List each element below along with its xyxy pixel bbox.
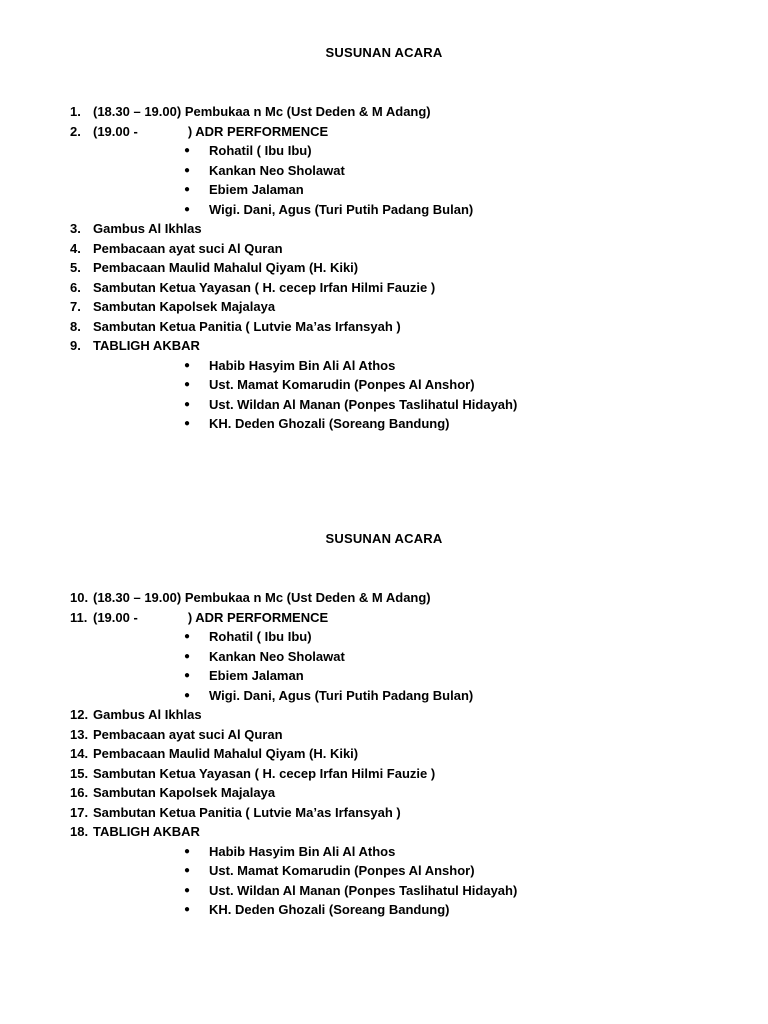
item-label: Sambutan Kapolsek Majalaya — [93, 299, 276, 314]
bullet-icon: ● — [184, 359, 191, 371]
bullet-item — [0, 180, 768, 200]
bullet-label: Wigi. Dani, Agus (Turi Putih Padang Bulan) — [209, 687, 474, 703]
bullet-icon: ● — [184, 398, 191, 410]
bullet-label: Ebiem Jalaman — [209, 182, 304, 197]
item-label: Pembacaan Maulid Mahalul Qiyam (H. Kiki) — [93, 260, 359, 275]
item-label: Gambus Al Ikhlas — [93, 707, 202, 722]
list-item — [0, 725, 768, 745]
bullet-item — [0, 414, 768, 434]
bullet-item — [0, 161, 768, 181]
list-item — [0, 764, 768, 784]
item-number: 4. — [70, 240, 81, 256]
bullet-item — [0, 200, 768, 220]
bullet-icon: ● — [184, 904, 191, 915]
bullet-item — [0, 686, 768, 706]
bullet-icon: ● — [184, 203, 191, 215]
list-item — [0, 744, 768, 764]
section-title: SUSUNAN ACARA — [325, 531, 443, 546]
bullet-item — [0, 395, 768, 415]
bullet-icon: ● — [184, 670, 191, 681]
agenda-section-1 — [0, 44, 768, 434]
section-title: SUSUNAN ACARA — [325, 45, 443, 60]
item-label: Sambutan Ketua Panitia ( Lutvie Ma’as Irfansyah ) — [93, 318, 401, 334]
bullet-label: Ust. Wildan Al Manan (Ponpes Taslihatul Hidayah) — [209, 396, 518, 412]
bullet-item — [0, 842, 768, 862]
item-number: 1. — [70, 104, 81, 119]
item-number: 5. — [70, 260, 81, 275]
item-number: 6. — [70, 279, 81, 295]
item-number: 7. — [70, 299, 81, 314]
list-item — [0, 336, 768, 356]
item-number: 10. — [70, 590, 89, 605]
bullet-item — [0, 900, 768, 920]
bullet-item — [0, 375, 768, 395]
bullet-label: Rohatil ( Ibu Ibu) — [209, 629, 312, 644]
item-label: Pembacaan ayat suci Al Quran — [93, 726, 283, 742]
bullet-label: Rohatil ( Ibu Ibu) — [209, 143, 312, 158]
item-label: Pembacaan Maulid Mahalul Qiyam (H. Kiki) — [93, 746, 359, 761]
bullet-icon: ● — [184, 418, 191, 429]
bullet-label: Habib Hasyim Bin Ali Al Athos — [209, 843, 396, 859]
item-label: Pembukaa n Mc (Ust Deden & M Adang) — [184, 590, 431, 605]
bullet-label: Ust. Mamat Komarudin (Ponpes Al Anshor) — [209, 377, 475, 392]
item-label: Pembukaa n Mc (Ust Deden & M Adang) — [184, 104, 431, 119]
item-label: Sambutan Ketua Yayasan ( H. cecep Irfan Hilmi Fauzie ) — [93, 765, 436, 781]
item-number: 13. — [70, 726, 89, 742]
item-number: 14. — [70, 746, 89, 761]
bullet-label: KH. Deden Ghozali (Soreang Bandung) — [209, 416, 450, 431]
bullet-item — [0, 647, 768, 667]
item-label: Gambus Al Ikhlas — [93, 221, 202, 236]
agenda-list — [0, 588, 768, 920]
item-number: 9. — [70, 338, 81, 353]
agenda-section-2 — [0, 530, 768, 920]
list-item — [0, 317, 768, 337]
bullet-item — [0, 881, 768, 901]
item-label: Sambutan Ketua Panitia ( Lutvie Ma’as Irfansyah ) — [93, 804, 401, 820]
item-number: 2. — [70, 123, 81, 139]
item-number: 11. — [70, 609, 88, 625]
item-number: 15. — [70, 765, 89, 781]
item-label: Pembacaan ayat suci Al Quran — [93, 240, 283, 256]
bullet-icon: ● — [184, 884, 191, 896]
bullet-label: KH. Deden Ghozali (Soreang Bandung) — [209, 902, 450, 917]
list-item — [0, 822, 768, 842]
list-item — [0, 297, 768, 317]
item-label: TABLIGH AKBAR — [93, 338, 200, 353]
item-time: (19.00 - — [93, 123, 138, 139]
list-item — [0, 608, 768, 628]
item-number: 16. — [70, 785, 89, 800]
item-number: 8. — [70, 318, 81, 334]
item-number: 3. — [70, 221, 81, 236]
list-item — [0, 122, 768, 142]
item-number: 12. — [70, 707, 89, 722]
list-item — [0, 705, 768, 725]
bullet-label: Ust. Wildan Al Manan (Ponpes Taslihatul Hidayah) — [209, 882, 518, 898]
item-label: Sambutan Kapolsek Majalaya — [93, 785, 276, 800]
bullet-icon: ● — [184, 379, 191, 390]
bullet-icon: ● — [184, 650, 191, 662]
list-item — [0, 239, 768, 259]
list-item — [0, 588, 768, 608]
agenda-list — [0, 102, 768, 434]
list-item — [0, 258, 768, 278]
bullet-item — [0, 356, 768, 376]
list-item — [0, 219, 768, 239]
item-time: (18.30 – 19.00) — [93, 104, 182, 119]
bullet-icon: ● — [184, 184, 191, 195]
bullet-item — [0, 666, 768, 686]
item-label: Sambutan Ketua Yayasan ( H. cecep Irfan Hilmi Fauzie ) — [93, 279, 436, 295]
bullet-label: Habib Hasyim Bin Ali Al Athos — [209, 357, 396, 373]
item-number: 18. — [70, 824, 89, 839]
bullet-label: Ust. Mamat Komarudin (Ponpes Al Anshor) — [209, 863, 475, 878]
item-number: 17. — [70, 804, 89, 820]
item-time: (18.30 – 19.00) — [93, 590, 182, 605]
bullet-icon: ● — [184, 845, 191, 857]
list-item — [0, 102, 768, 122]
bullet-icon: ● — [184, 865, 191, 876]
bullet-icon: ● — [184, 145, 191, 156]
bullet-item — [0, 141, 768, 161]
bullet-label: Kankan Neo Sholawat — [209, 648, 345, 664]
item-label: ) ADR PERFORMENCE — [187, 609, 329, 625]
bullet-icon: ● — [184, 164, 191, 176]
bullet-item — [0, 627, 768, 647]
list-item — [0, 278, 768, 298]
item-label: ) ADR PERFORMENCE — [187, 123, 329, 139]
list-item — [0, 803, 768, 823]
item-time: (19.00 - — [93, 609, 138, 625]
bullet-label: Ebiem Jalaman — [209, 668, 304, 683]
bullet-icon: ● — [184, 631, 191, 642]
bullet-icon: ● — [184, 689, 191, 701]
item-label: TABLIGH AKBAR — [93, 824, 200, 839]
bullet-label: Wigi. Dani, Agus (Turi Putih Padang Bulan) — [209, 201, 474, 217]
bullet-item — [0, 861, 768, 881]
list-item — [0, 783, 768, 803]
bullet-label: Kankan Neo Sholawat — [209, 162, 345, 178]
